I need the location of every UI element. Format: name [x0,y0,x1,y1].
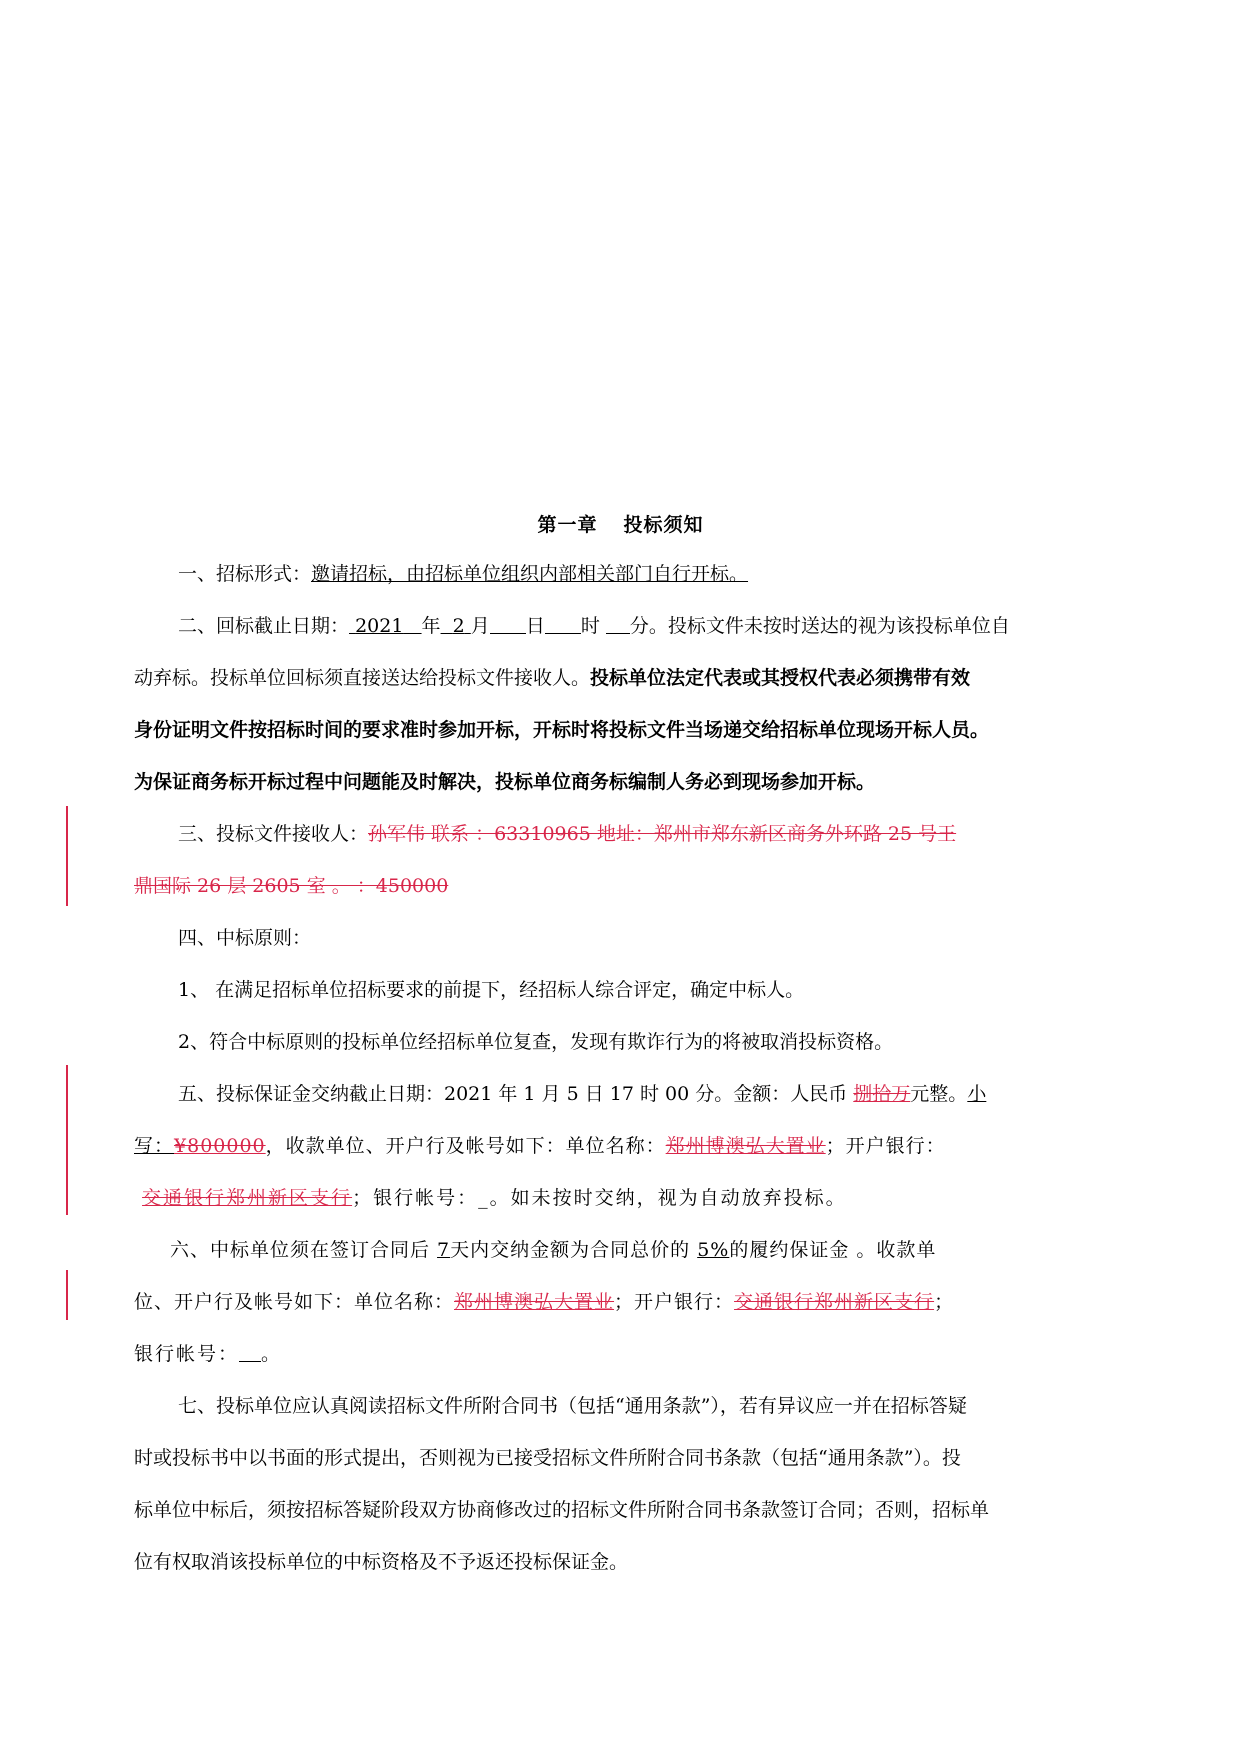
deleted-payee: 郑州博澳弘大置业 [665,1135,826,1157]
section-4-item-2-text: 2、符合中标原则的投标单位经招标单位复查，发现有欺诈行为的将被取消投标资格。 [178,1031,894,1053]
deadline-year: 2021 [355,615,404,637]
section-3-label: 三、投标文件接收人： [178,823,369,845]
small-label-b: 写： [134,1135,175,1157]
section-1-value: 邀请招标，由招标单位组织内部相关部门自行开标。 [311,563,749,585]
section-4-item-2 [134,1016,1114,1068]
section-6-text-e: ；开户银行： [614,1291,735,1313]
section-7-line-1 [134,1380,1114,1432]
section-6-text-b: 天内交纳金额为合同总价的 [450,1239,698,1261]
section-5-text-b: 元整。 [910,1083,968,1105]
section-2-line-4: 为保证商务标开标过程中问题能及时解决，投标单位商务标编制人务必到现场参加开标。 [134,771,876,793]
section-5-text-d: ；开户银行： [825,1135,946,1157]
section-2-line-1 [134,600,1114,652]
deleted-amount-words: 捌拾万 [853,1083,911,1105]
day-suffix: 日 [525,615,545,637]
deleted-payee-2: 郑州博澳弘大置业 [454,1291,615,1313]
section-6-text-f: ； [934,1291,955,1313]
deleted-bank-2: 交通银行郑州新区支行 [734,1291,935,1313]
section-2-line-2 [134,652,1114,704]
year-suffix: 年 [421,615,441,637]
section-6-account-label: 银行帐号： [134,1343,240,1365]
section-2-bold-text: 投标单位法定代表或其授权代表必须携带有效 [590,667,971,689]
deadline-month: 2 [452,615,465,637]
section-5-line-1 [134,1068,1114,1120]
section-6-text: 六、中标单位须在签订合同后 [170,1239,438,1261]
section-7-text-1: 七、投标单位应认真阅读招标文件所附合同书（包括“通用条款”），若有异议应一并在招标答疑 [178,1395,967,1417]
revision-bar [66,806,68,906]
section-7-line-3: 标单位中标后，须按招标答疑阶段双方协商修改过的招标文件所附合同书条款签订合同；否则，招标单 [134,1499,990,1521]
revision-bar [66,1270,68,1320]
minute-suffix: 分。投标文件未按时送达的视为该投标单位自 [629,615,1010,637]
section-5-text-c: ，收款单位、开户行及帐号如下：单位名称： [265,1135,666,1157]
section-4-heading [134,912,1114,964]
section-5-text: 五、投标保证金交纳截止日期：2021 年 1 月 5 日 17 时 00 分。金额：人民币 [178,1083,854,1105]
section-6-end: 。 [261,1343,283,1365]
section-4-label: 四、中标原则： [178,927,312,949]
section-5-line-3 [134,1172,1114,1224]
section-5-text-e: ；银行帐号：_。如未按时交纳，视为自动放弃投标。 [352,1187,847,1209]
deleted-address-text: 鼎国际 26 层 2605 室 。 ：450000 [134,875,449,897]
deleted-recipient-text: 孙军伟 联系 ：63310965 地址：郑州市郑东新区商务外环路 25 号王 [368,823,957,845]
section-6-line-1 [134,1224,1114,1276]
section-7-line-2: 时或投标书中以书面的形式提出，否则视为已接受招标文件所附合同书条款（包括“通用条款”）。投 [134,1447,961,1469]
section-4-item-1 [134,964,1114,1016]
section-4-item-1-text: 1、 在满足招标单位招标要求的前提下，经招标人综合评定，确定中标人。 [178,979,805,1001]
section-6-line-2 [134,1276,1114,1328]
section-1-label: 一、招标形式： [178,563,312,585]
deleted-amount-number: ¥800000 [174,1135,266,1157]
section-3-line-2 [134,860,1114,912]
section-2-line-3: 身份证明文件按招标时间的要求准时参加开标，开标时将投标文件当场递交给招标单位现场开标人员。 [134,719,990,741]
section-2-text: 动弃标。投标单位回标须直接送达给投标文件接收人。 [134,667,591,689]
section-7-line-4: 位有权取消该投标单位的中标资格及不予返还投标保证金。 [134,1551,629,1573]
deposit-percent: 5% [697,1239,730,1261]
deposit-days: 7 [437,1239,451,1261]
section-6-text-d: 位、开户行及帐号如下：单位名称： [134,1291,455,1313]
hour-suffix: 时 [580,615,600,637]
section-6-text-c: 的履约保证金 。收款单 [729,1239,937,1261]
section-3-line-1 [134,808,1114,860]
chapter-name: 投标须知 [623,514,704,536]
month-suffix: 月 [470,615,490,637]
section-6-line-3 [134,1328,1114,1380]
deleted-bank: 交通银行郑州新区支行 [142,1187,353,1209]
chapter-title [0,510,1241,537]
section-1 [134,548,1114,600]
small-label-a: 小 [967,1083,987,1105]
section-5-line-2 [134,1120,1114,1172]
revision-bar [66,1065,68,1215]
chapter-number: 第一章 [537,514,598,536]
section-2-label: 二、回标截止日期： [178,615,350,637]
